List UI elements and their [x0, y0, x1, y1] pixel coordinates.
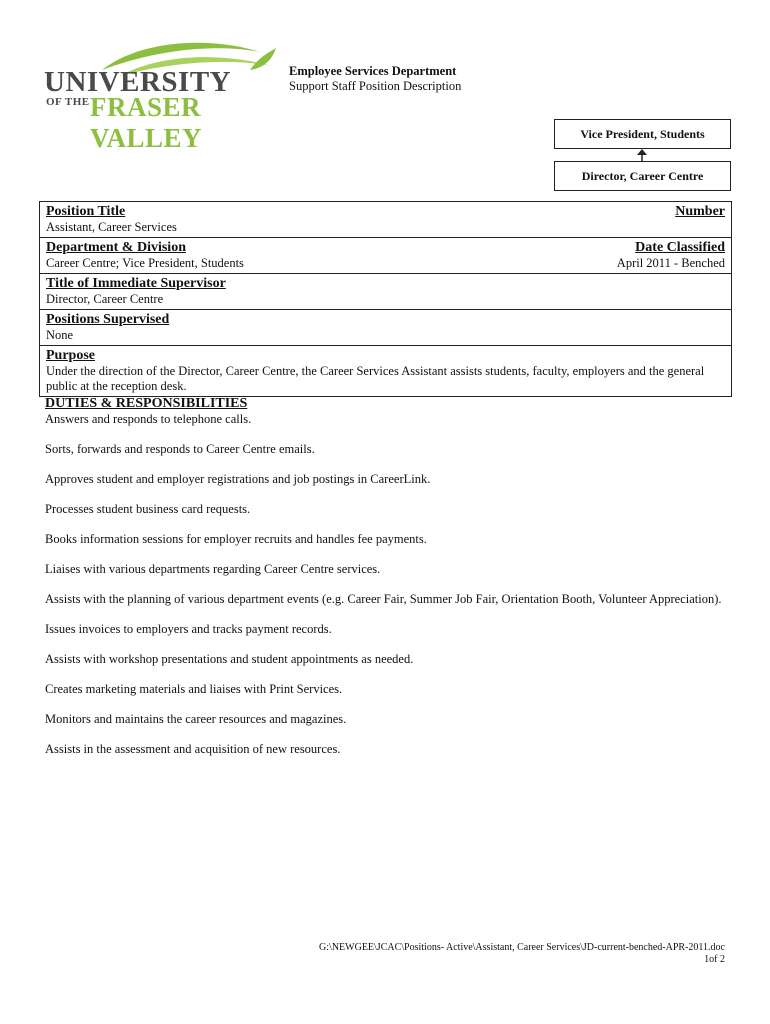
page-footer [319, 942, 725, 966]
logo-fraser-valley-text: FRASER VALLEY [90, 92, 203, 153]
duty-item: Sorts, forwards and responds to Career Centre emails. [45, 442, 315, 456]
duty-item: Issues invoices to employers and tracks payment records. [45, 622, 332, 636]
number-cell [675, 203, 725, 220]
university-logo [40, 40, 276, 153]
purpose-label: Purpose [46, 348, 95, 363]
positions-supervised-label: Positions Supervised [46, 312, 170, 327]
number-label: Number [675, 204, 725, 219]
duty-item: Monitors and maintains the career resources and magazines. [45, 712, 347, 726]
duty-item: Liaises with various departments regarding Career Centre services. [45, 562, 381, 576]
supervisor-value: Director, Career Centre [46, 292, 164, 306]
department-division-value: Career Centre; Vice President, Students [46, 256, 244, 270]
date-classified-label: Date Classified [635, 240, 725, 255]
supervisor-label: Title of Immediate Supervisor [46, 276, 226, 291]
position-title-row [40, 202, 731, 238]
position-title-value: Assistant, Career Services [46, 220, 177, 234]
date-classified-cell [617, 239, 725, 271]
department-title: Employee Services Department [289, 64, 457, 78]
department-division-row [40, 238, 731, 274]
department-division-label: Department & Division [46, 240, 186, 255]
duties-heading: DUTIES & RESPONSIBILITIES [45, 396, 248, 411]
positions-supervised-row [40, 310, 731, 346]
org-box-vice-president: Vice President, Students [554, 119, 731, 149]
document-subtitle: Support Staff Position Description [289, 79, 462, 93]
duty-item: Approves student and employer registrations and job postings in CareerLink. [45, 472, 431, 486]
position-title-label: Position Title [46, 204, 126, 219]
duties-list [45, 412, 725, 772]
document-header [289, 64, 461, 94]
org-box-director: Director, Career Centre [554, 161, 731, 191]
purpose-row [40, 346, 731, 396]
positions-supervised-value: None [46, 328, 74, 342]
position-info-table [39, 201, 732, 397]
purpose-value: Under the direction of the Director, Career Centre, the Career Services Assistant assists students, faculty, employers and the general public at the reception desk. [46, 364, 705, 393]
arrow-up-icon [635, 149, 649, 161]
duty-item: Assists with the planning of various department events (e.g. Career Fair, Summer Job Fair, Orientation Booth, Volunteer Appreciation). [45, 592, 722, 606]
duty-item: Answers and responds to telephone calls. [45, 412, 252, 426]
duty-item: Creates marketing materials and liaises with Print Services. [45, 682, 343, 696]
supervisor-row [40, 274, 731, 310]
file-path: G:\NEWGEE\JCAC\Positions- Active\Assistant, Career Services\JD-current-benched-APR-2011.doc [319, 942, 725, 953]
logo-university-text: UNIVERSITY [44, 66, 232, 98]
duty-item: Assists with workshop presentations and student appointments as needed. [45, 652, 414, 666]
duty-item: Processes student business card requests. [45, 502, 251, 516]
logo-of-the-text: OF THE [46, 96, 90, 108]
duty-item: Assists in the assessment and acquisition of new resources. [45, 742, 341, 756]
page-number: 1of 2 [704, 954, 725, 965]
date-classified-value: April 2011 - Benched [616, 256, 725, 270]
duty-item: Books information sessions for employer recruits and handles fee payments. [45, 532, 427, 546]
